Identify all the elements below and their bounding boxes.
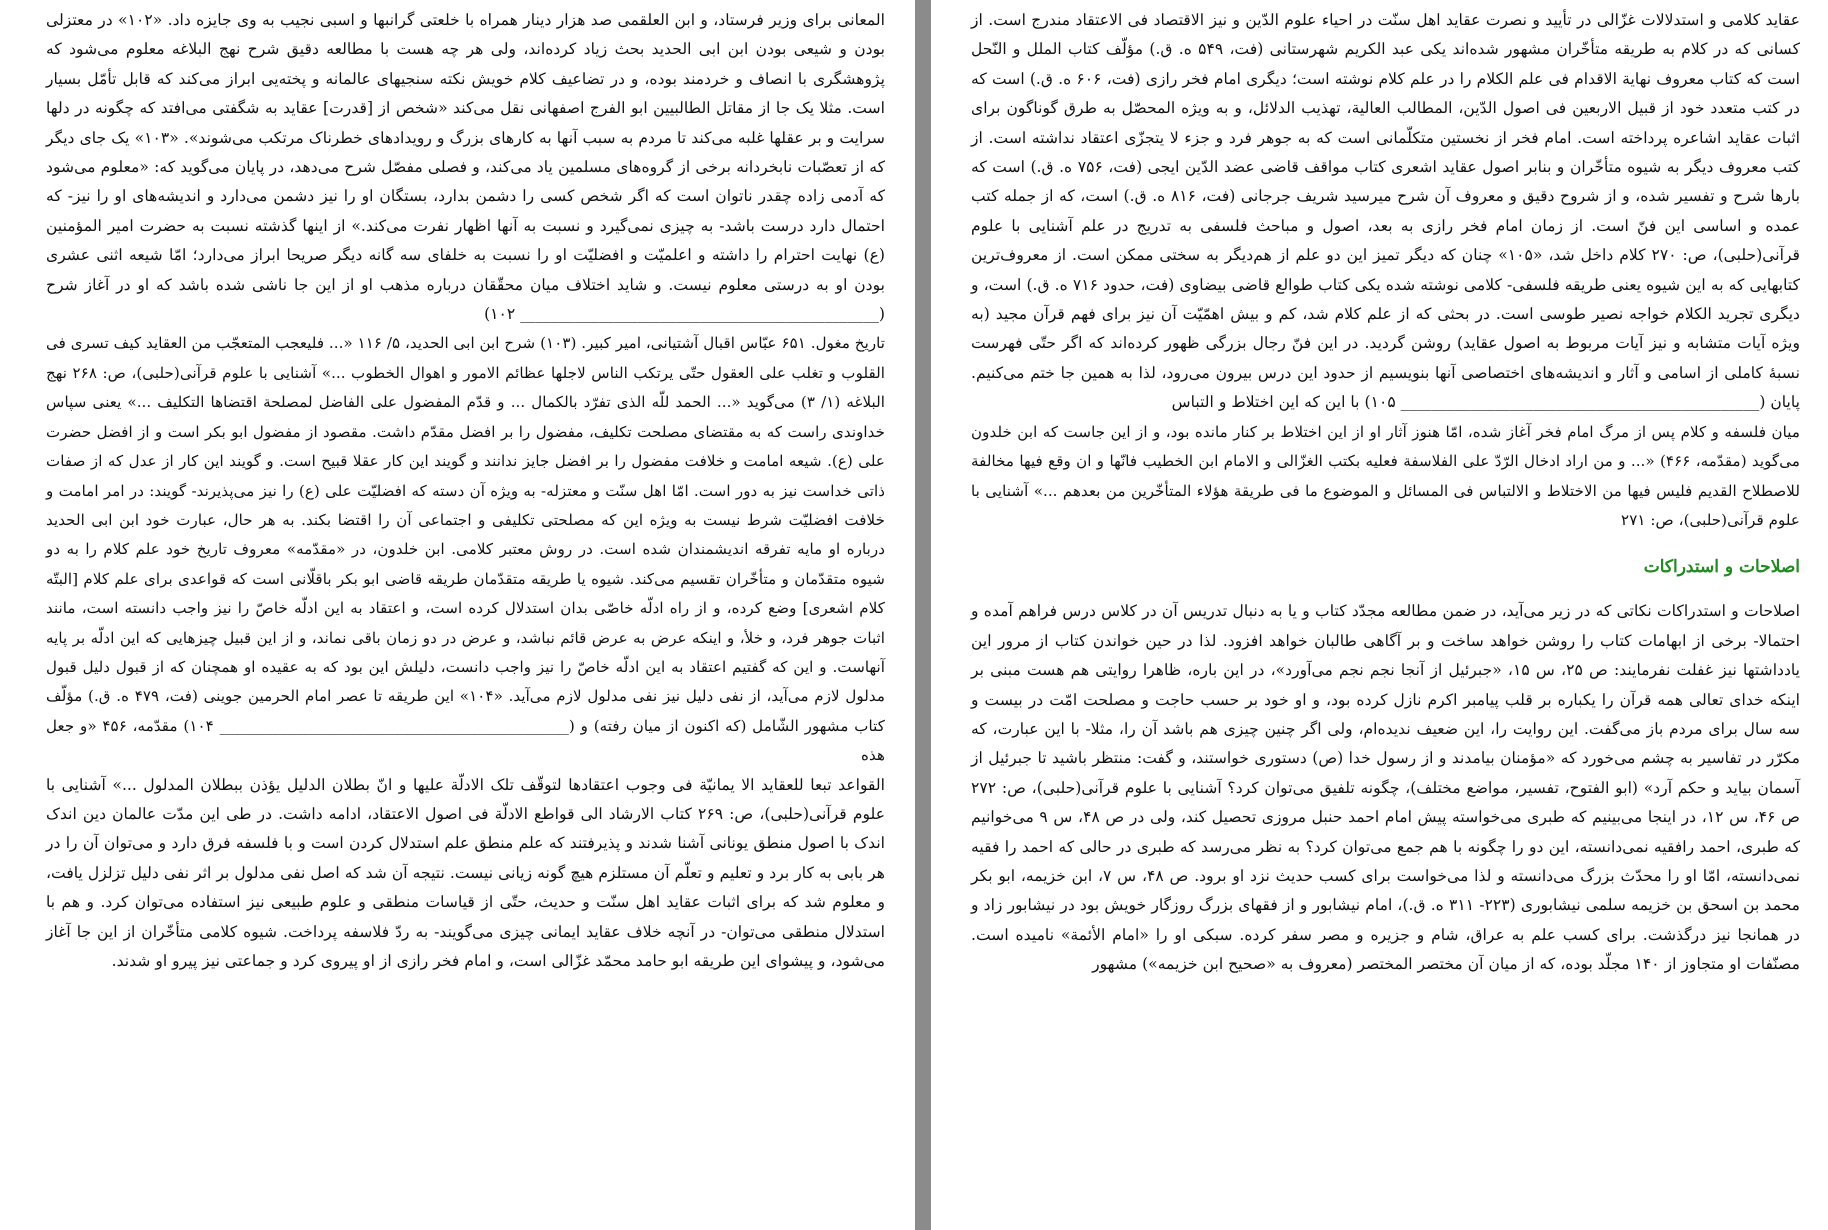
right-page <box>931 0 1828 1230</box>
page-gutter <box>915 0 931 1230</box>
right-footnote-block: میان فلسفه و کلام پس از مرگ امام فخر آغاز شده، امّا هنوز آثار او از این اختلاط بر کنار مانده بود، و از این جاست که ابن خلدون می‌گوید (مقدّمه، ۴۶۶) «... و من اراد ادخال الرّدّ علی الفلاسفة فعلیه بکتب الغزّالی و الامام ابن الخطیب فانّها و ان وقع فیها مخالفة للاصطلاح القدیم فلیس فیها من الاختلاط و الالتباس فی المسائل و الموضوع ما فی طریقة هؤلاء المتأخّرین من بعدهم ...» آشنایی با علوم قرآنی(حلبی)، ص: ۲۷۱ <box>971 422 1800 529</box>
left-paragraph-1: المعانی برای وزیر فرستاد، و ابن العلقمی صد هزار دینار همراه با خلعتی گرانبها و اسبی نجیب به وی جایزه داد. «۱۰۲» در معتزلی بودن و شیعی بودن ابن ابی الحدید بحث زیاد کرده‌اند، ولی هر چه هست با مطالعه دقیق شرح نهج البلاغه معلوم می‌شود که پژوهشگری با انصاف و خردمند بوده، و در تضاعیف کلام خویش نکته سنجیهای عالمانه و پخته‌یی ابراز می‌کند که قابل تأمّل بسیار است. مثلا یک جا از مقاتل الطالبیین ابو الفرج اصفهانی نقل می‌کند «شخص از [قدرت] عقاید به شگفتی می‌افتد که چگونه در دلها سرایت و بر عقلها غلبه می‌کند تا مردم به سبب آنها به کارهای بزرگ و رویدادهای خطرناک مرتکب می‌شوند». «۱۰۳» یک جای دیگر که از تعصّبات نابخردانه برخی از گروه‌های مسلمین یاد می‌کند، و فصلی مفصّل شرح می‌دهد، در پایان می‌گوید که: «معلوم می‌شود که آدمی زاده چقدر ناتوان است که اگر شخص کسی را دشمن بدارد، بستگان او را نیز دشمن می‌دارد و اندیشه‌های او را نیز- که احتمال دارد درست باشد- به چیزی نمی‌گیرد و نسبت به آنها اظهار نفرت می‌کند.» از اینها گذشته نسبت به حضرت امیر المؤمنین (ع) نهایت احترام را داشته و اعلمیّت و افضلیّت او را نسبت به خلفای سه گانه دیگر صریحا ابراز می‌دارد؛ امّا شیعه اثنی عشری بودن او به درستی معلوم نیست. و شاید اختلاف میان محقّقان درباره مذهب او از این جا ناشی شده باشد که او در آغاز شرح (______________________________________________ ۱۰۲) <box>46 11 886 324</box>
right-paragraph-1: عقاید کلامی و استدلالات غزّالی در تأیید و نصرت عقاید اهل سنّت در احیاء علوم الدّین و نیز الاقتصاد فی الاعتقاد مندرج است. از کسانی که در کلام به طریقه متأخّران مشهور شده‌اند یکی عبد الکریم شهرستانی (فت، ۵۴۹ ه. ق.) مؤلّف کتاب الملل و النّحل است که کتاب معروف نهایة الاقدام فی علم الکلام را در علم کلام نوشته است؛ دیگری امام فخر رازی (فت، ۶۰۶ ه. ق.) است که در کتب متعدد خود از قبیل الاربعین فی اصول الدّین، المطالب العالیة، تهذیب الدلائل، و به ویژه المحصّل به طرق گوناگون برای اثبات عقاید اشاعره پرداخته است. امام فخر از نخستین متکلّمانی است که به جوهر فرد و جزء لا یتجزّی اعتقاد نداشته است. از کتب معروف دیگر به شیوه متأخّران و بنابر اصول عقاید اشعری کتاب مواقف قاضی عضد الدّین ایجی (فت، ۷۵۶ ه. ق.) است که بارها شرح و تفسیر شده، و از شروح دقیق و معروف آن شرح میرسید شریف جرجانی (فت، ۸۱۶ ه. ق.) است، که از جمله کتب عمده و اساسی این فنّ است. از زمان امام فخر رازی به بعد، اصول و مباحث فلسفی به تدریج در علم آشنایی با علوم قرآنی(حلبی)، ص: ۲۷۰ کلام داخل شد، «۱۰۵» چنان که دیگر تمیز این دو علم از هم‌دیگر به سختی ممکن است. از معروف‌ترین کتابهایی که به این شیوه یعنی طریقه فلسفی- کلامی نوشته شده یکی کتاب طوالع قاضی بیضاوی (فت، حدود ۷۱۶ ه. ق.) است، و دیگری تجرید الکلام خواجه نصیر طوسی است. در بحثی که از علم کلام شد، کم و بیش اهمّیّت آن نیز برای فهم قرآن مجید (به ویژه آیات متشابه و نیز آیات مربوط به اصول عقاید) روشن گردید. در این فنّ رجال بزرگی ظهور کرده‌اند که اگر حتّی فهرست نسبهٔ کاملی از اسامی و آثار و اندیشه‌های اختصاصی آنها بنویسیم از حدود این درس بیرون می‌رود، لذا به همین جا ختم می‌کنیم. پایان (______________________________________________ ۱۰۵) با این که این اختلاط و التباس <box>971 11 1801 412</box>
left-paragraph-3: القواعد تبعا للعقاید الا یمانیّة فی وجوب اعتقادها لتوقّف تلک الادلّة علیها و انّ بطلان الدلیل یؤذن ببطلان المدلول ...» آشنایی با علوم قرآنی(حلبی)، ص: ۲۶۹ کتاب الارشاد الی قواطع الادلّة فی اصول الاعتقاد، ادامه داشت. در طی این مدّت عالمان دین اندک اندک با اصول منطق یونانی آشنا شدند و پذیرفتند که علم منطق علم استدلال کردن است و با فلسفه فرق دارد و می‌توان آن را در هر بابی به کار برد و تعلیم و تعلّم آن مستلزم هیچ گونه زیانی نیست. نتیجه آن شد که اصل نفی مدلول بر اثر نفی دلیل تزلزل یافت، و معلوم شد که برای اثبات عقاید اهل سنّت و حدیث، حتّی از قیاسات منطقی و علوم طبیعی نیز استفاده می‌توان کرد. و هم با استدلال منطقی می‌توان- در آنچه خلاف عقاید ایمانی چیزی می‌گویند- به ردّ فلاسفه پرداخت. شیوه کلامی متأخّران از این جا آغاز می‌شود، و پیشوای این طریقه ابو حامد محمّد غزّالی است، و امام فخر رازی از او پیروی کرد و جماعتی نیز پیرو او شدند. <box>46 775 886 970</box>
right-paragraph-2: اصلاحات و استدراکات نکاتی که در زیر می‌آید، در ضمن مطالعه مجدّد کتاب و یا به دنبال تدریس آن در کلاس درس فراهم آمده و احتمالا- برخی از ابهامات کتاب را روشن خواهد ساخت و بر آگاهی طالبان خواهد افزود. لذا در حین خواندن کتاب از مرور این یادداشتها نیز غفلت نفرمایند: ص ۲۵، س ۱۵، «جبرئیل از آنجا نجم نجم می‌آورد»، در این باره، ظاهرا روایتی هم هست مبنی بر اینکه خدای تعالی همه قرآن را یکباره بر قلب پیامبر اکرم نازل کرده بود، و او خود بر حسب حاجت و مصلحت امّت در بیست و سه سال برای مردم باز می‌گفت. این روایت را، این ضعیف ندیده‌ام، ولی اگر چنین چیزی هم باشد آن را، مثلا- با این عبارت، که مکرّر در تفاسیر به چشم می‌خورد که «مؤمنان بیامدند و از رسول خدا (ص) دستوری خواستند، و گفت: منتظر باشید تا جبرئیل از آسمان بیاید و حکم آرد» (ابو الفتوح، تفسیر، مواضع مختلف)، چگونه تلفیق می‌توان کرد؟ آشنایی با علوم قرآنی(حلبی)، ص: ۲۷۲ ص ۴۶، س ۱۲، در اینجا می‌بینیم که طبری می‌خواسته پیش امام احمد حنبل مروزی تحصیل کند، ولی در ص ۴۸، س ۹ می‌خوانیم که طبری، احمد رافقیه نمی‌دانسته، این دو را چگونه با هم جمع می‌توان کرد؟ به نظر می‌رسد که طبری در حالی که احمد را فقیه نمی‌دانسته، امّا او را محدّث بزرگ می‌دانسته و لذا می‌خواست برای کسب حدیث نزد او برود. ص ۴۸، س ۷، ابن خزیمه، ابو بکر محمد بن اسحق بن خزیمه سلمی نیشابوری (۲۲۳- ۳۱۱ ه. ق.)، امام نیشابور و از فقهای بزرگ روزگار خویش بود در نیشابور زاد و در همانجا نیز درگذشت. برای کسب علم به عراق، شام و جزیره و مصر سفر کرده. سبکی او را «امام الأئمة» نامیده است. مصنّفات او متجاوز از ۱۴۰ مجلّد بوده، که از میان آن مختصر المختصر (معروف به «صحیح ابن خزیمه») مشهور <box>971 602 1801 974</box>
left-page-text <box>46 6 885 976</box>
left-footnote-block: تاریخ مغول. ۶۵۱ عبّاس اقبال آشتیانی، امیر کبیر. (۱۰۳) شرح ابن ابی الحدید، ۵/ ۱۱۶ «... فلیعجب المتعجّب من العقاید کیف تسری فی القلوب و تغلب علی العقول حتّی یرتکب الناس لاجلها عظائم الامور و اهوال الخطوب ...» آشنایی با علوم قرآنی(حلبی)، ص: ۲۶۸ نهج البلاغه (۱/ ۳) می‌گوید «... الحمد للّه الذی تفرّد بالکمال ... و قدّم المفضول علی الفاضل لمصلحة اقتضاها التکلیف ...» یعنی سپاس خداوندی راست که به مقتضای مصلحت تکلیف، مفضول را بر افضل مقدّم داشت. مقصود از مفضول ابو بکر است و از افضل حضرت علی (ع). شیعه امامت و خلافت مفضول را بر افضل جایز ندانند و گویند این کار عقلا قبیح است. و گویند این کار از عدل که از صفات ذاتی خداست نیز به دور است. امّا اهل سنّت و معتزله- به ویژه آن دسته که افضلیّت علی (ع) را نیز می‌پذیرند- گویند: در امر امامت و خلافت افضلیّت شرط نیست به ویژه این که مصلحتی تکلیفی و اجتماعی آن را اقتضا بکند. به هر حال، عبارت خود ابن ابی الحدید درباره او مایه تفرقه اندیشمندان شده است. در روش معتبر کلامی. ابن خلدون، در «مقدّمه» معروف تاریخ خود علم کلام را به دو شیوه متقدّمان و متأخّران تقسیم می‌کند. شیوه یا طریقه متقدّمان طریقه قاضی ابو بکر باقلّانی است که قواعدی برای علم کلام [البتّه کلام اشعری] وضع کرده، و از راه ادلّه خاصّی بدان استدلال کرده است، و اعتقاد به این ادلّه خاصّ را نیز واجب دانسته است، مانند اثبات جوهر فرد، و خلأ، و اینکه عرض به عرض قائم نباشد، و عرض در دو زمان باقی نماند، و از این قبیل چیزهایی که این ادلّه بر پایه آنهاست. و این که گفتیم اعتقاد به این ادلّه خاصّ را نیز واجب دانست، دلیلش این بود که به عقیده او همچنان که از قبول دلیل قبول مدلول لازم می‌آید، از نفی دلیل نیز نفی مدلول لازم می‌آید. «۱۰۴» این طریقه تا عصر امام الحرمین جوینی (فت، ۴۷۹ ه. ق.) مؤلّف کتاب مشهور الشّامل (که اکنون از میان رفته) و (______________________________________________ ۱۰۴) مقدّمه، ۴۵۶ «و جعل هذه <box>46 334 886 765</box>
section-heading: اصلاحات و استدراکات <box>1643 557 1800 578</box>
right-page-text <box>971 6 1800 980</box>
